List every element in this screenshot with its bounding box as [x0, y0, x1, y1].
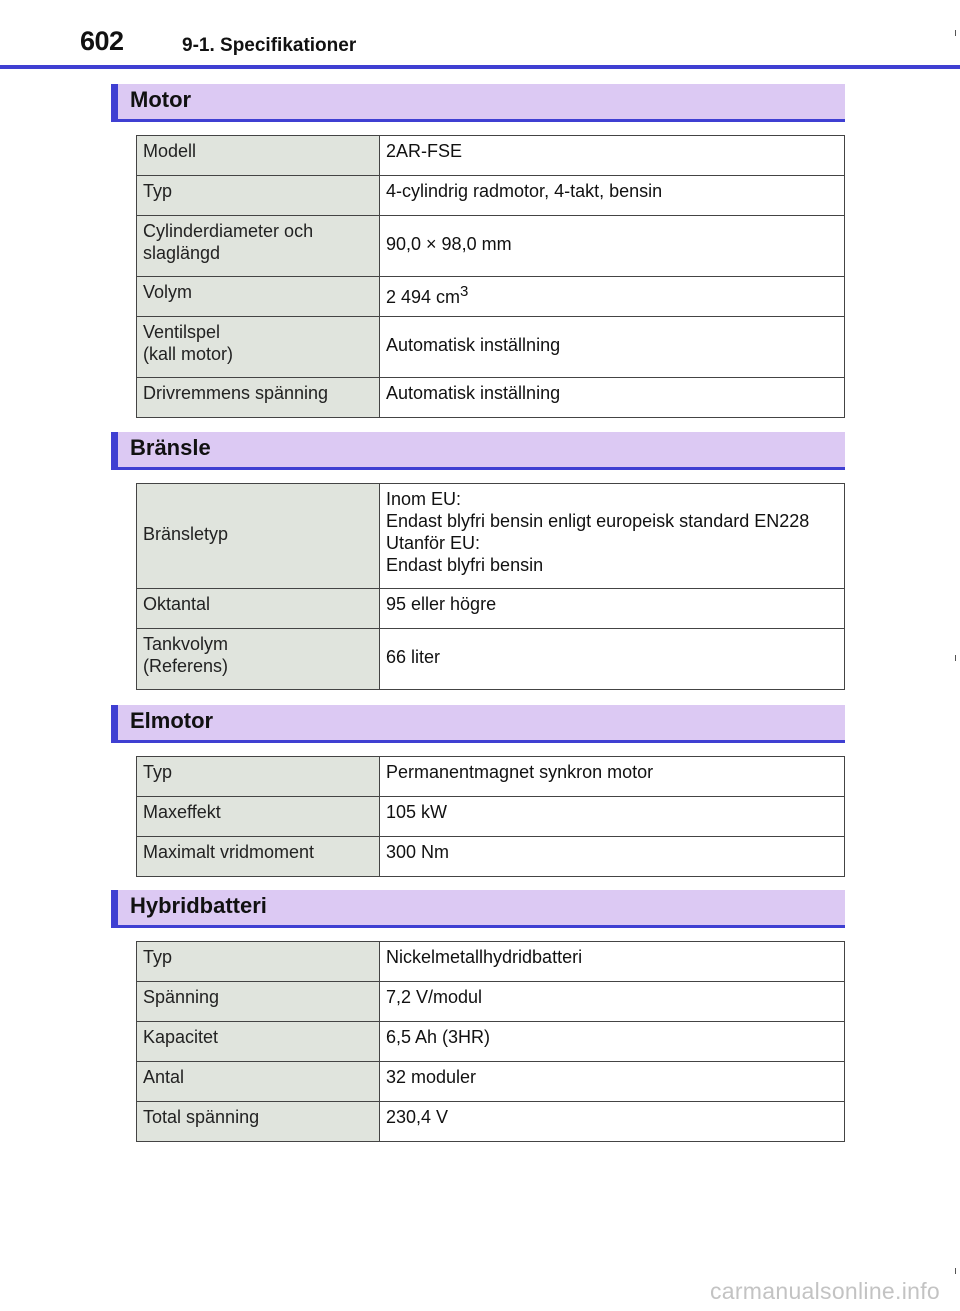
table-row — [137, 176, 845, 216]
row-value: 4-cylindrig radmotor, 4-takt, bensin — [380, 176, 845, 216]
row-label: Maximalt vridmoment — [137, 837, 380, 877]
row-value: 66 liter — [380, 629, 845, 690]
table-row — [137, 484, 845, 589]
margin-tick — [955, 1268, 956, 1274]
section-header-bransle — [111, 432, 845, 470]
row-label: Drivremmens spänning — [137, 378, 380, 418]
section-header-elmotor — [111, 705, 845, 743]
header-rule — [0, 65, 960, 69]
table-row — [137, 757, 845, 797]
spec-table-hybridbatteri — [136, 941, 845, 1142]
page-header — [0, 0, 960, 72]
row-value: 32 moduler — [380, 1062, 845, 1102]
row-label: Typ — [137, 942, 380, 982]
table-row — [137, 277, 845, 317]
row-value: 105 kW — [380, 797, 845, 837]
row-label: Bränsletyp — [137, 484, 380, 589]
chapter-title: 9-1. Specifikationer — [182, 35, 357, 56]
section-title: Hybridbatteri — [130, 893, 267, 918]
row-value: Permanentmagnet synkron motor — [380, 757, 845, 797]
row-label: Typ — [137, 757, 380, 797]
watermark: carmanualsonline.info — [709, 1278, 940, 1304]
row-value: Automatisk inställning — [380, 378, 845, 418]
row-value: 230,4 V — [380, 1102, 845, 1142]
row-label: Cylinderdiameter och slaglängd — [137, 216, 380, 277]
row-value: 2AR-FSE — [380, 136, 845, 176]
row-value: 90,0 × 98,0 mm — [380, 216, 845, 277]
table-row — [137, 317, 845, 378]
row-label: Oktantal — [137, 589, 380, 629]
section-title: Motor — [130, 87, 192, 112]
page-number: 602 — [80, 26, 124, 56]
row-value: 6,5 Ah (3HR) — [380, 1022, 845, 1062]
row-label: Ventilspel (kall motor) — [137, 317, 380, 378]
table-row — [137, 797, 845, 837]
row-label: Spänning — [137, 982, 380, 1022]
row-value: 7,2 V/modul — [380, 982, 845, 1022]
row-value — [380, 277, 845, 317]
row-value: Inom EU: Endast blyfri bensin enligt europeisk standard EN228 Utanför EU: Endast blyfri bensin — [380, 484, 845, 589]
row-label: Total spänning — [137, 1102, 380, 1142]
table-row — [137, 942, 845, 982]
row-label: Modell — [137, 136, 380, 176]
section-title: Elmotor — [130, 708, 214, 733]
volume-value: 2 494 cm — [386, 287, 461, 307]
table-row — [137, 629, 845, 690]
section-header-hybridbatteri — [111, 890, 845, 928]
row-label: Volym — [137, 277, 380, 317]
section-header-motor — [111, 84, 845, 122]
table-row — [137, 216, 845, 277]
row-label: Kapacitet — [137, 1022, 380, 1062]
row-value: 95 eller högre — [380, 589, 845, 629]
section-title: Bränsle — [130, 435, 211, 460]
spec-table-motor — [136, 135, 845, 418]
row-value: 300 Nm — [380, 837, 845, 877]
row-label: Maxeffekt — [137, 797, 380, 837]
table-row — [137, 1062, 845, 1102]
table-row — [137, 589, 845, 629]
row-label: Typ — [137, 176, 380, 216]
table-row — [137, 982, 845, 1022]
volume-exponent: 3 — [460, 283, 469, 300]
table-row — [137, 1102, 845, 1142]
table-row — [137, 378, 845, 418]
spec-table-bransle — [136, 483, 845, 690]
table-row — [137, 837, 845, 877]
spec-table-elmotor — [136, 756, 845, 877]
table-row — [137, 136, 845, 176]
row-label: Tankvolym (Referens) — [137, 629, 380, 690]
margin-tick — [955, 30, 956, 36]
margin-tick — [955, 655, 956, 661]
row-label: Antal — [137, 1062, 380, 1102]
row-value: Automatisk inställning — [380, 317, 845, 378]
row-value: Nickelmetallhydridbatteri — [380, 942, 845, 982]
table-row — [137, 1022, 845, 1062]
